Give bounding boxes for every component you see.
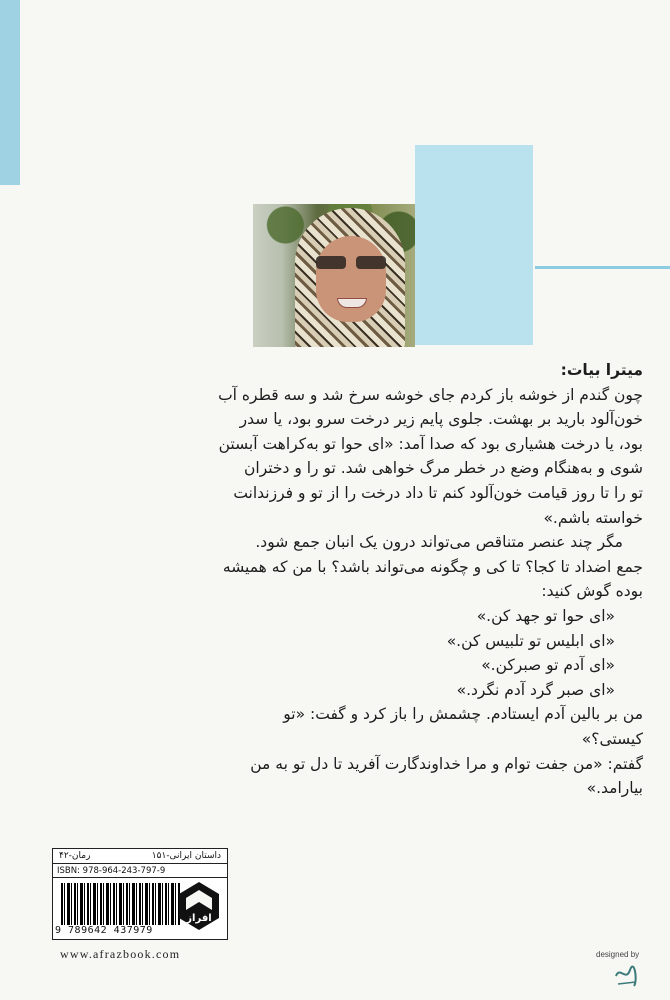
text-line: شوی و به‌هنگام وضع در خطر مرگ خواهی شد. تو را و دختران (244, 459, 643, 478)
text-line: تو را تا روز قیامت خون‌آلود کنم تا داد درخت را از تو و فرزندانت (233, 483, 643, 502)
paragraph-2 (113, 530, 643, 604)
text-line: من بر بالین آدم ایستادم. چشمش را باز کرد و گفت: «تو (283, 705, 643, 724)
publisher-logo-text: افراز (186, 913, 212, 924)
text-line: خون‌آلود بارید بر بهشت. جلوی پایم زیر درخت سرو بود، یا سدر (239, 410, 643, 429)
designed-by-label: designed by (596, 950, 640, 959)
text-line: بوده گوش کنید: (541, 582, 643, 601)
back-cover-text (113, 358, 643, 801)
poem-line: «ای حوا تو جهد کن.» (476, 606, 615, 625)
blue-accent-line (535, 266, 670, 269)
text-line: گفتم: «من جفت توام و مرا خداوندگارت آفرید تا دل تو به من (250, 754, 643, 773)
text-line: کیستی؟» (581, 729, 643, 748)
text-line: چون گندم از خوشه باز کردم جای خوشه سرخ شد و سه قطره آب (218, 385, 643, 404)
text-line: بود، یا درخت هشیاری بود که صدا آمد: «ای حوا تو به‌کراهت آبستن (218, 434, 643, 453)
isbn-text: ISBN: 978-964-243-797-9 (53, 864, 227, 878)
designer-signature-icon (612, 962, 642, 990)
series-label: رمان-۴۲ (59, 851, 91, 861)
publisher-website: www.afrazbook.com (60, 947, 181, 961)
catalog-row (53, 849, 227, 864)
text-line: مگر چند عنصر متناقص می‌تواند درون یک انبان جمع شود. (255, 533, 623, 552)
category-label: داستان ایرانی-۱۵۱ (151, 851, 221, 861)
poem-line: «ای آدم تو صبرکن.» (481, 656, 615, 675)
text-line: جمع اضداد تا کجا؟ تا کی و چگونه می‌تواند باشد؟ با من که همیشه (222, 557, 643, 576)
poem-line: «ای صبر گرد آدم نگرد.» (456, 680, 615, 699)
barcode-number: 9 789642 437979 (55, 925, 153, 936)
publisher-logo-icon (175, 880, 223, 932)
barcode-bars (61, 883, 181, 925)
blue-accent-block (415, 145, 533, 345)
poem-line: «ای ابلیس تو تلبیس کن.» (446, 631, 615, 650)
paragraph-1 (113, 383, 643, 531)
author-name: میترا بیات: (560, 361, 643, 379)
text-line: بیارامد.» (586, 779, 643, 798)
author-photo (253, 204, 415, 347)
left-accent-stripe (0, 0, 20, 185)
text-line: خواسته باشم.» (543, 508, 643, 527)
